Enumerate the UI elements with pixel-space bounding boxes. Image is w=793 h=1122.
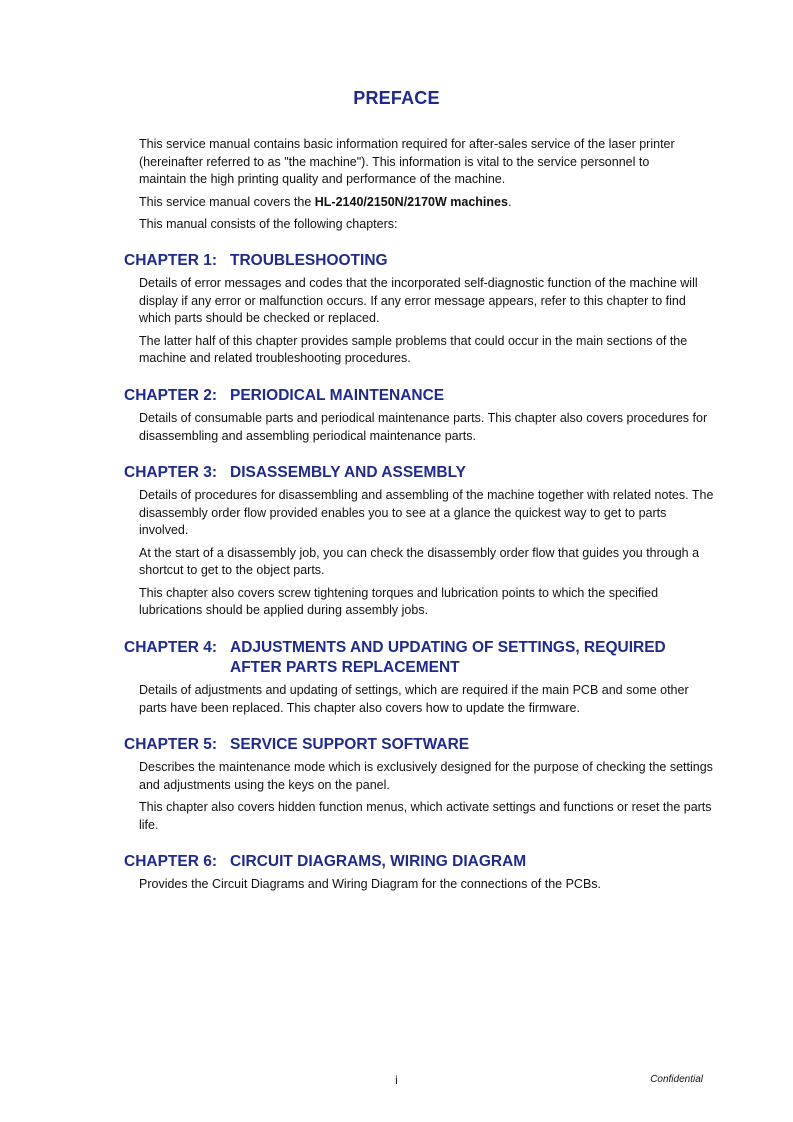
chapter-title: SERVICE SUPPORT SOFTWARE <box>230 736 470 753</box>
chapter-number: CHAPTER 4: <box>124 639 218 656</box>
intro-paragraph: This manual consists of the following chapters: <box>139 217 398 231</box>
chapter-paragraph: Provides the Circuit Diagrams and Wiring Diagram for the connections of the PCBs. <box>139 877 601 891</box>
chapter-heading <box>124 638 714 678</box>
chapter-heading <box>124 852 714 872</box>
chapter-title: ADJUSTMENTS AND UPDATING OF SETTINGS, REQUIRED AFTER PARTS REPLACEMENT <box>230 639 666 676</box>
page-title: PREFACE <box>353 88 440 108</box>
chapter-paragraph: Details of error messages and codes that the incorporated self-diagnostic function of the machine will display if any error or malfunction occurs. If any error message appears, refer to this chapter to find which parts should be checked or replaced. <box>139 276 698 325</box>
chapter-paragraph: At the start of a disassembly job, you can check the disassembly order flow that guides you through a shortcut to get to the object parts. <box>139 545 700 577</box>
chapter-1-section <box>124 251 714 373</box>
intro-paragraph <box>139 194 699 212</box>
model-names: HL-2140/2150N/2170W machines <box>314 194 508 209</box>
chapter-number: CHAPTER 6: <box>124 853 218 870</box>
chapter-paragraph: The latter half of this chapter provides sample problems that could occur in the main sections of the machine and related troubleshooting procedures. <box>139 333 688 365</box>
chapter-heading <box>124 735 714 755</box>
chapter-paragraph: Details of procedures for disassembling and assembling of the machine together with related notes. The disassembly order flow provided enables you to see at a glance the quickest way to get to parts involved. <box>139 488 714 537</box>
chapter-heading <box>124 251 714 271</box>
page-number: i <box>395 1073 398 1087</box>
chapter-4-section <box>124 638 714 722</box>
chapter-heading <box>124 463 714 483</box>
intro-text: . <box>507 194 512 209</box>
chapter-title: CIRCUIT DIAGRAMS, WIRING DIAGRAM <box>230 853 527 870</box>
chapter-paragraph: Describes the maintenance mode which is exclusively designed for the purpose of checking the settings and adjustments using the keys on the panel. <box>139 760 713 792</box>
chapter-2-section <box>124 386 714 450</box>
intro-text: This service manual covers the <box>139 194 315 209</box>
chapter-title: PERIODICAL MAINTENANCE <box>230 387 445 404</box>
chapter-6-section <box>124 852 714 899</box>
chapter-3-section <box>124 463 714 625</box>
intro-section <box>139 136 699 239</box>
chapter-number: CHAPTER 3: <box>124 464 218 481</box>
chapter-title: TROUBLESHOOTING <box>230 252 388 269</box>
chapter-paragraph: Details of adjustments and updating of settings, which are required if the main PCB and some other parts have been replaced. This chapter also covers how to update the firmware. <box>139 683 689 715</box>
chapter-heading <box>124 386 714 406</box>
chapter-5-section <box>124 735 714 839</box>
chapter-number: CHAPTER 1: <box>124 252 218 269</box>
confidential-label: Confidential <box>650 1074 703 1085</box>
chapter-number: CHAPTER 5: <box>124 736 218 753</box>
chapter-paragraph: Details of consumable parts and periodical maintenance parts. This chapter also covers procedures for disassembling and assembling periodical maintenance parts. <box>139 411 708 443</box>
chapter-number: CHAPTER 2: <box>124 387 218 404</box>
intro-paragraph: This service manual contains basic information required for after-sales service of the laser printer (hereinafter referred to as "the machine"). This information is vital to the service personnel to maintain the high printing quality and performance of the machine. <box>139 137 675 186</box>
chapter-paragraph: This chapter also covers hidden function menus, which activate settings and functions or reset the parts life. <box>139 800 712 832</box>
chapter-paragraph: This chapter also covers screw tightening torques and lubrication points to which the specified lubrications should be applied during assembly jobs. <box>139 585 659 617</box>
chapter-title: DISASSEMBLY AND ASSEMBLY <box>230 464 466 481</box>
